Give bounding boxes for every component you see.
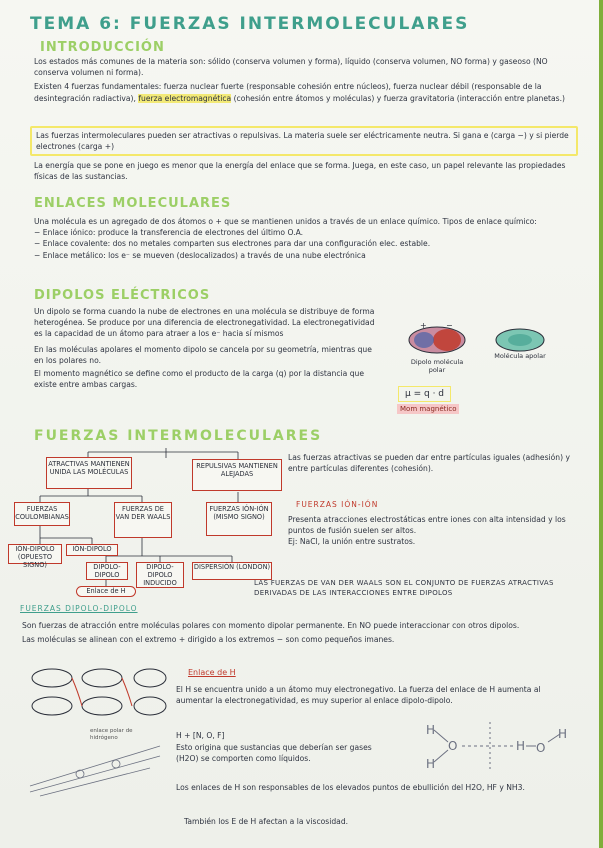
ion-ion-heading: FUERZAS IÓN-IÓN [296,500,379,509]
o-atom: O [448,739,458,753]
enlaceh-p1: El H se encuentra unido a un átomo muy electronegativo. La fuerza del enlace de H aumenta al aumentar la electronegatividad, es muy superior al enlace dipolo-dipolo. [176,685,541,706]
intro-p2-pre: Existen 4 fuerzas fundamentales: fuerza nuclear fuerte (responsable cohesión entre núcleos), fuerza nuclear débil (responsable de la desintegración radiactiva), [34,82,542,103]
enlaceh-list: H + [N, O, F] [176,731,225,740]
apolar-label: Molécula apolar [494,352,546,360]
dipdip-p1: Son fuerzas de atracción entre moléculas polares con momento dipolar permanente. En NO puede interaccionar con otros dipolos. [22,621,520,630]
box-dispersion: DISPERSIÓN (LONDON) [192,562,272,580]
enlaces-p1: Una molécula es un agregado de dos átomos o + que se mantienen unidos a través de un enlace químico. Tipos de enlace químico: [34,217,537,226]
plus-sign: + [420,321,427,330]
enlaceh-p2: Esto origina que sustancias que deberían ser gases (H2O) se comporten como líquidos. [176,743,372,764]
enlaces-heading: ENLACES MOLECULARES [34,196,232,211]
formula-label: Mom magnético [397,404,459,414]
ion-ion-example: Ej: NaCl, la unión entre sustratos. [288,537,416,547]
enlaceh-p3: Los enlaces de H son responsables de los elevados puntos de ebullición del H2O, HF y NH3. [176,783,525,792]
h-atom: H [426,757,436,771]
minus-sign: − [446,321,453,330]
figure-note: enlace polar de hidrógeno [90,728,133,741]
box-repulsivas: REPULSIVAS MANTIENEN ALEJADAS [192,459,282,491]
dipolos-p1: Un dipolo se forma cuando la nube de electrones en una molécula se distribuye de forma heterogénea. Se produce por una diferencia de electronegatividad. La electronegatividad es la capacidad de un átomo para atraer a los e⁻ hacia sí mismos [34,307,375,339]
enlaceh-p4: También los E de H afectan a la viscosidad. [184,817,349,826]
polar-label: Dipolo molécula polar [410,358,464,374]
dipole-formula: μ = q · d [398,386,451,402]
box-dipolo-inducido: DIPOLO-DIPOLO INDUCIDO [136,562,184,588]
enlaces-item: − Enlace iónico: produce la transferencia de electrones del último O.A. [34,228,304,238]
fuerzas-heading: FUERZAS INTERMOLECULARES [34,428,323,444]
dipolos-heading: DIPOLOS ELÉCTRICOS [34,288,211,303]
intro-p2-highlight: fuerza electromagnética [138,93,232,103]
box-ion-ion: FUERZAS IÓN-IÓN (MISMO SIGNO) [206,502,272,536]
h-atom: H [426,723,436,737]
intro-box: Las fuerzas intermoleculares pueden ser atractivas o repulsivas. La materia suele ser eléctricamente neutra. Si gana e (carga −) y si pierde electrones (carga +) [30,126,578,156]
box-ion-dipolo: IÓN-DIPOLO [66,544,118,556]
enlaces-item: − Enlace metálico: los e⁻ se mueven (deslocalizados) a través de una nube electrónica [34,250,366,260]
hbond-structure [418,716,578,776]
h-atom: H [558,727,568,741]
enlaceh-heading: Enlace de H [188,668,236,677]
box-atractivas: ATRACTIVAS MANTIENEN UNIDA LAS MOLÉCULAS [46,457,132,489]
box-coulombianas: FUERZAS COULOMBIANAS [14,502,70,526]
dipolos-p3: El momento magnético se define como el producto de la carga (q) por la distancia que existe entre ambas cargas. [34,369,365,390]
dipolos-p2: En las moléculas apolares el momento dipolo se cancela por su geometría, mientras que en los polares no. [34,344,372,365]
page-title: TEMA 6: FUERZAS INTERMOLECULARES [30,14,470,34]
box-vdw: FUERZAS DE VAN DER WAALS [114,502,172,538]
dipole-alignment-figure [28,662,168,722]
ion-ion-text [288,514,578,548]
enlaces-item: − Enlace covalente: dos no metales comparten sus electrones para dar una configuración elec. estable. [34,239,431,249]
vdw-text: LAS FUERZAS DE VAN DER WAALS SON EL CONJUNTO DE FUERZAS ATRACTIVAS DERIVADAS DE LAS INTERACCIONES ENTRE DIPOLOS [254,579,554,597]
dipdip-heading: FUERZAS DIPOLO-DIPOLO [20,604,138,613]
fuerzas-right-text: Las fuerzas atractivas se pueden dar entre partículas iguales (adhesión) y entre partículas diferentes (cohesión). [288,453,570,474]
box-ion-dipolo-opuesto: IÓN-DIPOLO (OPUESTO SIGNO) [8,544,62,564]
box-enlace-h: Enlace de H [76,586,136,597]
box-dipolo-dipolo: DIPOLO-DIPOLO [86,562,128,580]
intro-p3: La energía que se pone en juego es menor que la energía del enlace que se forma. Juega, en este caso, un papel relevante las propiedades físicas de las sustancias. [34,161,566,182]
dipdip-text [22,620,578,645]
o-atom: O [536,741,546,755]
intro-p1: Los estados más comunes de la materia son: sólido (conserva volumen y forma), líquido (conserva volumen, NO forma) y gaseoso (NO conserva volumen ni forma). [34,57,548,78]
h-atom: H [516,739,526,753]
dipdip-p2: Las moléculas se alinean con el extremo + dirigido a los extremos − son como pequeños imanes. [22,635,395,645]
intro-p2-post: (cohesión entre átomos y moléculas) y fuerza gravitatoria (interacción entre planetas.) [231,93,565,103]
ion-ion-p: Presenta atracciones electrostáticas entre iones con alta intensidad y los puntos de fusión suelen ser altos. [288,515,566,536]
intro-heading: INTRODUCCIÓN [40,40,165,55]
